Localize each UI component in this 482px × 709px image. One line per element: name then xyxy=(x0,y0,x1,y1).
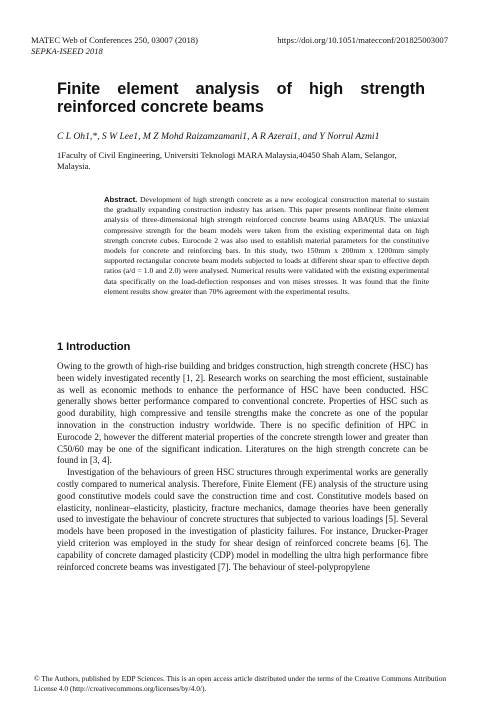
doi-link[interactable]: https://doi.org/10.1051/matecconf/201825003007 xyxy=(277,35,448,45)
section-body xyxy=(57,361,428,573)
abstract-text: Development of high strength concrete as a new ecological construction material to sustain the gradually expanding construction industry has arisen. This paper presents nonlinear finite element analysis of three-dimensional high strength reinforced concrete beams using ABAQUS. The uniaxial compressive strength for the beam models were taken from the existing experimental data on high strength concrete cubes. Eurocode 2 was also used to establish material parameters for the constitutive models for concrete and reinforcing bars. In this study, two 150mm x 200mm x 1200mm simply supported rectangular concrete beam models subjected to loads at different shear span to effective depth ratios (a/d = 1.0 and 2.0) were analysed. Numerical results were validated with the existing experimental data specifically on the load-deflection responses and von mises stresses. It was found that the finite element results show greater than 70% agreement with the experimental results. xyxy=(104,195,429,296)
section-heading: 1 Introduction xyxy=(57,341,131,353)
paragraph: Owing to the growth of high-rise building and bridges construction, high strength concrete (HSC) has been widely investigated recently [1, 2]. Research works on searching the most efficient, sustainable as well as economic methods to enhance the performance of HSC have been conducted. HSC generally shows better performance compared to conventional concrete. Properties of HSC such as good durability, high compressive and tensile strengths make the concrete as one of the popular innovation in the construction industry worldwide. There is no specific definition of HPC in Eurocode 2, however the different material properties of the concrete strength lower and greater than C50/60 may be one of the significant indication. Literatures on the high strength concrete can be found in [3, 4]. xyxy=(57,361,428,466)
title-line-1: Finite element analysis of high strength xyxy=(57,80,425,98)
license-footer: © The Authors, published by EDP Sciences. This is an open access article distributed under the terms of the Creative Commons Attribution License 4.0 (http://creativecommons.org/licenses/by/4.0/). xyxy=(34,674,447,693)
running-header-left xyxy=(31,35,198,57)
author-list: C L Oh1,*, S W Lee1, M Z Mohd Raizamzamani1, A R Azerai1, and Y Norrul Azmi1 xyxy=(57,131,380,142)
affiliation: 1Faculty of Civil Engineering, Universiti Teknologi MARA Malaysia,40450 Shah Alam, Selangor, Malaysia. xyxy=(57,150,397,171)
journal-citation: MATEC Web of Conferences 250, 03007 (2018) xyxy=(31,35,198,45)
conference-name: SEPKA-ISEED 2018 xyxy=(31,46,103,56)
abstract xyxy=(104,195,429,297)
abstract-label: Abstract. xyxy=(104,195,138,204)
paper-title xyxy=(57,80,425,116)
paragraph: Investigation of the behaviours of green HSC structures through experimental works are generally costly compared to numerical analysis. Therefore, Finite Element (FE) analysis of the structure using good constitutive models could save the construction time and cost. Constitutive models based on elasticity, nonlinear–elasticity, plasticity, fracture mechanics, damage theories have been generally used to investigate the behaviour of concrete structures that subjected to various loadings [5]. Several models have been proposed in the investigation of plasticity failures. For instance, Drucker-Prager yield criterion was employed in the study for shear design of reinforced concrete beams [6]. The capability of concrete damaged plasticity (CDP) model in modelling the ultra high performance fibre reinforced concrete beams was investigated [7]. The behaviour of steel-polypropylene xyxy=(57,467,428,572)
title-line-2: reinforced concrete beams xyxy=(57,98,264,116)
